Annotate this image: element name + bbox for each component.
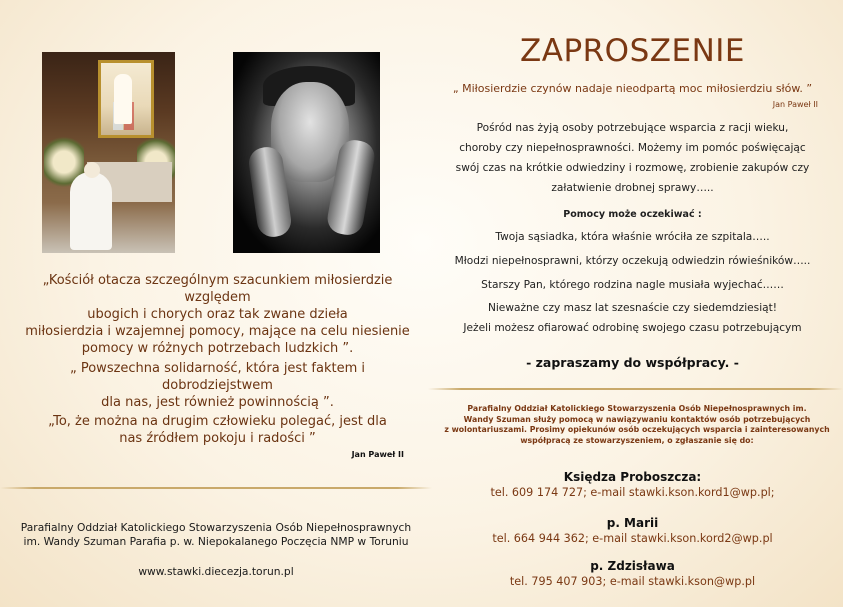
quote-church-mercy: „Kościół otacza szczególnym szacunkiem miłosierdzie względem ubogich i chorych oraz tak zwane dzieła miłosierdzia i wzajemnej pomocy, mające na celu niesienie pomocy w różnych potrzebach ludzkich ”. xyxy=(25,273,410,356)
help-heading: Pomocy może oczekiwać : xyxy=(563,209,702,220)
list-item: Twoja sąsiadka, która właśnie wróciła ze szpitala….. xyxy=(495,231,770,243)
contact-name-maria: p. Marii xyxy=(606,516,659,530)
invitation-text: - zapraszamy do współpracy. - xyxy=(526,355,739,370)
organization-description: Parafialny Oddział Katolickiego Stowarzyszenia Osób Niepełnosprawnych im. Wandy Szuman służy pomocą w nawiązywaniu kontaktów osób potrzebujących z wolontariuszami. Prosimy opiekunów osób oczekujących wsparcia i zainteresowanych współpracą ze stowarzyszeniem, o zgłaszanie się do: xyxy=(444,404,830,445)
page-title: ZAPROSZENIE xyxy=(520,33,745,69)
help-list xyxy=(430,225,835,297)
age-paragraph: Nieważne czy masz lat szesnaście czy siedemdziesiąt! Jeżeli możesz ofiarować odrobinę swojego czasu potrzebującym xyxy=(463,302,802,334)
list-item: Młodzi niepełnosprawni, którzy oczekują odwiedzin rówieśników….. xyxy=(454,255,811,267)
contact-name-zdzislawa: p. Zdzisława xyxy=(590,559,675,573)
motto-quote: „ Miłosierdzie czynów nadaje nieodpartą moc miłosierdziu słów. ” xyxy=(452,82,813,95)
quote-reliance: „To, że można na drugim człowieku polegać, jest dla nas źródłem pokoju i radości ” xyxy=(48,414,387,446)
pope-praying-photo xyxy=(42,52,175,253)
contact-name-pastor: Księdza Proboszcza: xyxy=(563,470,702,484)
divider-left xyxy=(0,487,432,489)
contact-line-zdzislawa[interactable]: tel. 795 407 903; e-mail stawki.kson@wp.pl xyxy=(509,575,756,588)
intro-paragraph: Pośród nas żyją osoby potrzebujące wsparcia z racji wieku, choroby czy niepełnosprawności. Możemy im pomóc poświęcając swój czas na krótkie odwiedziny i rozmowę, zrobienie zakupów czy załatwienie drobnej sprawy….. xyxy=(455,122,810,194)
contact-line-pastor[interactable]: tel. 609 174 727; e-mail stawki.kson.kord1@wp.pl; xyxy=(490,486,775,499)
website-link[interactable]: www.stawki.diecezja.torun.pl xyxy=(138,565,294,578)
quote-solidarity: „ Powszechna solidarność, która jest faktem i dobrodziejstwem dla nas, jest również powinnością ”. xyxy=(69,361,366,410)
elderly-woman-photo xyxy=(233,52,380,253)
organization-footer: Parafialny Oddział Katolickiego Stowarzyszenia Osób Niepełnosprawnych im. Wandy Szuman Parafia p. w. Niepokalanego Poczęcia NMP w Toruniu xyxy=(20,521,412,548)
motto-signature: Jan Paweł II xyxy=(772,100,818,109)
divider-right xyxy=(428,388,843,390)
signature-left: Jan Paweł II xyxy=(351,450,404,459)
list-item: Starszy Pan, którego rodzina nagle musiała wyjechać…… xyxy=(481,279,784,291)
contact-line-maria[interactable]: tel. 664 944 362; e-mail stawki.kson.kord2@wp.pl xyxy=(492,532,773,545)
